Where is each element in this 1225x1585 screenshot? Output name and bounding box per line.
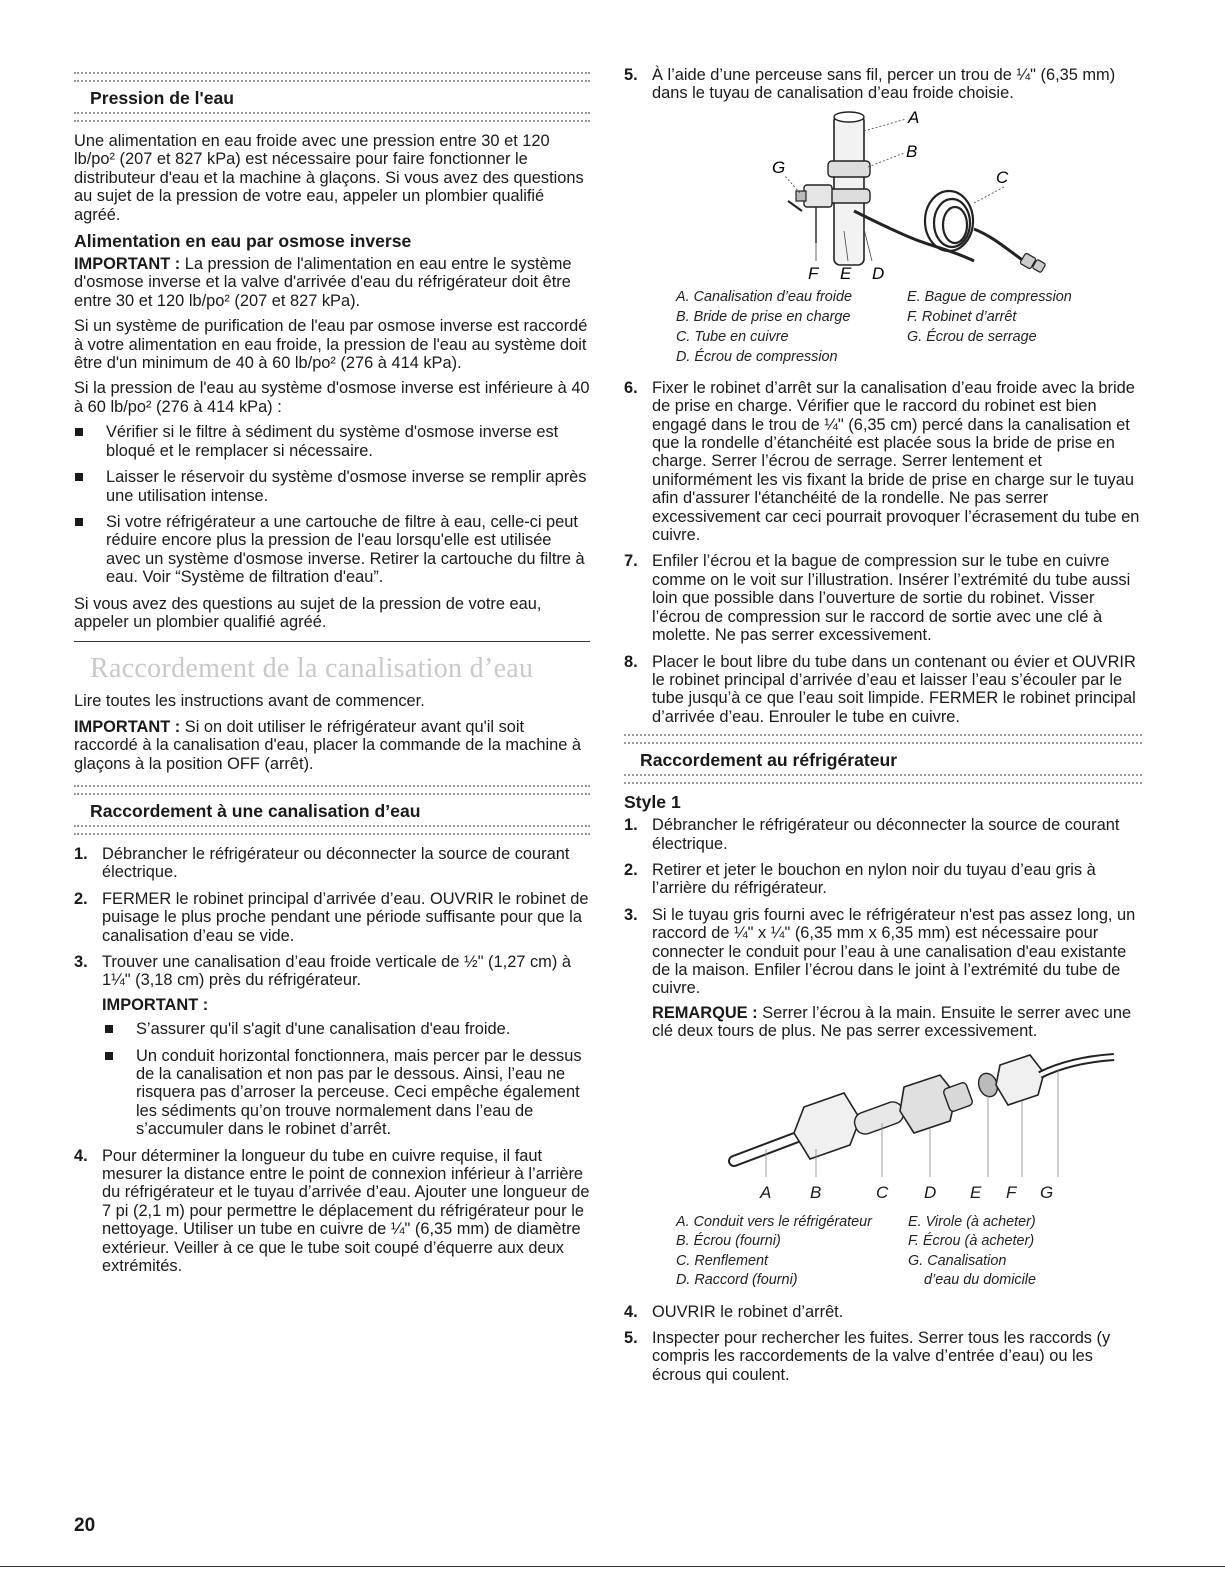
step-text: Débrancher le réfrigérateur ou déconnecter la source de courant électrique. xyxy=(652,816,1120,853)
caption-item: D. Écrou de compression xyxy=(676,348,838,365)
figure-label: F xyxy=(1006,1182,1017,1202)
section-rule xyxy=(74,112,590,122)
step-number: 2. xyxy=(624,860,638,879)
bullet-square-icon xyxy=(75,428,83,436)
step-item xyxy=(624,861,1142,898)
caption-item: F. Écrou (à acheter) xyxy=(908,1233,1035,1250)
osmosis-paragraph: Si vous avez des questions au sujet de la pression de votre eau, appeler un plombier qualifié agréé. xyxy=(74,594,542,631)
bullet-square-icon xyxy=(105,1052,113,1060)
section-title-water-line: Raccordement à une canalisation d’eau xyxy=(90,800,421,821)
step-number: 3. xyxy=(624,905,638,924)
section-rule xyxy=(74,825,590,835)
step-number: 8. xyxy=(624,652,638,671)
figure-label: A xyxy=(908,110,920,127)
osmosis-important xyxy=(74,255,590,310)
step-text: Placer le bout libre du tube dans un contenant ou évier et OUVRIR le robinet principal d’arrivée d’eau et laisser l’eau s’écouler par le tube jusqu’à ce que l’eau soit limpide. FERMER le robinet principal d’arrivée d’eau. Enrouler le tube en cuivre. xyxy=(652,652,1136,726)
remark-label: REMARQUE : xyxy=(652,1003,758,1022)
figure-caption xyxy=(676,287,1142,367)
shutoff-valve-illustration xyxy=(704,111,1124,283)
right-column xyxy=(624,58,1142,1392)
caption-item: C. Tube en cuivre xyxy=(676,328,789,345)
step-number: 5. xyxy=(624,66,638,84)
step-item xyxy=(624,66,1142,103)
section-rule xyxy=(74,72,590,82)
remark-text: Serrer l’écrou à la main. Ensuite le serrer avec une clé deux tours de plus. Ne pas serrer excessivement. xyxy=(652,1003,1132,1041)
bullet-text: Vérifier si le filtre à sédiment du système d'osmose inverse est bloqué et le remplacer si nécessaire. xyxy=(106,423,559,460)
fittings-illustration xyxy=(704,1049,1124,1191)
caption-item: C. Renflement xyxy=(676,1252,768,1269)
bullet-square-icon xyxy=(75,473,83,481)
step-text: Fixer le robinet d’arrêt sur la canalisation d’eau froide avec la bride de prise en charge. Vérifier que le raccord du robinet est bien engagé dans le trou de ¼" (6,35 cm) percé dans la canalisation et que la rondelle d’étanchéité est placée sous la bride de prise en charge. Serrer l’écrou de serrage. Serrer lentement et uniformément les vis fixant la bride de prise en charge sur le tuyau afin d'assurer l'étanchéité de la rondelle. Ne pas serrer excessivement car ceci pourrait provoquer l’écrasement du tube en cuivre. xyxy=(652,378,1140,545)
section-rule xyxy=(74,785,590,795)
caption-item: F. Robinet d’arrêt xyxy=(907,308,1017,325)
figure-label: B xyxy=(810,1182,822,1202)
step-text: Si le tuyau gris fourni avec le réfrigérateur n'est pas assez long, un raccord de ¼" x ¼" (6,35 mm x 6,35 mm) est nécessaire pour connecter le conduit pour l’eau à une canalisation d'eau existante de la maison. Enfiler l’écrou dans le joint à l’extrémité du tube de cuivre. xyxy=(652,905,1136,998)
important-label: IMPORTANT : xyxy=(74,255,181,274)
subsection-title-osmosis: Alimentation en eau par osmose inverse xyxy=(74,231,412,252)
step-number: 3. xyxy=(74,953,88,971)
page-bottom-rule xyxy=(0,1566,1225,1567)
caption-column xyxy=(676,287,901,367)
step-text: À l’aide d’une perceuse sans fil, percer un trou de ¼" (6,35 mm) dans le tuyau de canalisation d’eau froide choisie. xyxy=(652,66,1116,103)
step-text: Retirer et jeter le bouchon en nylon noir du tuyau d’eau gris à l’arrière du réfrigérateur. xyxy=(652,860,1096,898)
step-text: Trouver une canalisation d’eau froide verticale de ½" (1,27 cm) à 1¼" (3,18 cm) près du réfrigérateur. xyxy=(102,953,571,990)
style-title: Style 1 xyxy=(624,792,681,813)
figure-label: C xyxy=(876,1182,889,1202)
figure-label: C xyxy=(996,167,1009,187)
bullet-item xyxy=(74,468,590,505)
caption-item: E. Virole (à acheter) xyxy=(908,1213,1036,1230)
step-item xyxy=(74,953,590,1139)
figure-label: G xyxy=(1040,1182,1054,1202)
step-item xyxy=(624,906,1142,1041)
chapter-title: Raccordement de la canalisation d’eau xyxy=(90,653,534,685)
figure-letter-row xyxy=(704,1183,1142,1205)
step-item xyxy=(624,816,1142,853)
bullet-item xyxy=(74,513,590,587)
page-number: 20 xyxy=(74,1515,96,1536)
step-number: 5. xyxy=(624,1329,638,1347)
figure-label: D xyxy=(924,1182,937,1202)
step-text: OUVRIR le robinet d’arrêt. xyxy=(652,1302,844,1321)
step-number: 1. xyxy=(624,816,638,835)
step-text: Pour déterminer la longueur du tube en cuivre requise, il faut mesurer la distance entre le point de connexion inférieur à l’arrière du réfrigérateur et le tuyau d’arrivée d’eau. Ajouter une longueur de 7 pi (2,1 m) pour permettre le déplacement du réfrigérateur pour le nettoyage. Utiliser un tube en cuivre de ¼" (6,35 mm) de diamètre extérieur. Veiller à ce que le tube soit coupé d’équerre aux deux extrémités. xyxy=(102,1146,590,1276)
bullet-text: S’assurer qu'il s'agit d'une canalisation d'eau froide. xyxy=(136,1020,511,1039)
connect-intro: Lire toutes les instructions avant de commencer. xyxy=(74,692,425,711)
step-number: 4. xyxy=(624,1302,638,1321)
left-column xyxy=(74,58,590,1284)
connect-important xyxy=(74,718,590,773)
figure-caption xyxy=(676,1213,1142,1291)
pressure-body: Une alimentation en eau froide avec une pression entre 30 et 120 lb/po² (207 et 827 kPa) est nécessaire pour faire fonctionner le distributeur d'eau et la machine à glaçons. Si vous avez des questions au sujet de la pression de votre eau, appeler un plombier qualifié agréé. xyxy=(74,132,584,224)
section-title-fridge: Raccordement au réfrigérateur xyxy=(640,750,898,771)
step-item xyxy=(624,1303,1142,1321)
bullet-text: Laisser le réservoir du système d'osmose inverse se remplir après une utilisation intense. xyxy=(106,468,587,505)
bullet-text: Si votre réfrigérateur a une cartouche de filtre à eau, celle-ci peut réduire encore plus la pression de l'eau lorsqu'elle est utilisée avec un système d'osmose inverse. Retirer la cartouche du filtre à eau. Voir “Système de filtration d'eau”. xyxy=(106,512,585,587)
figure-label: F xyxy=(808,263,819,283)
step-item xyxy=(624,379,1142,545)
step-number: 7. xyxy=(624,552,638,571)
osmosis-paragraph: Si la pression de l'eau au système d'osmose inverse est inférieure à 40 à 60 lb/po² (276 à 414 kPa) : xyxy=(74,379,590,416)
caption-column xyxy=(676,1213,902,1291)
caption-item: G. Canalisation xyxy=(908,1252,1007,1269)
step-text: Inspecter pour rechercher les fuites. Serrer tous les raccords (y compris les raccordements de la valve d’entrée d’eau) ou les écrous qui coulent. xyxy=(652,1329,1111,1384)
figure-label: G xyxy=(772,157,786,177)
caption-item: A. Conduit vers le réfrigérateur xyxy=(676,1213,872,1230)
caption-column xyxy=(907,287,1127,367)
caption-item: d’eau du domicile xyxy=(924,1272,1036,1289)
caption-item: B. Écrou (fourni) xyxy=(676,1233,781,1250)
step-text: Enfiler l’écrou et la bague de compression sur le tube en cuivre comme on le voit sur l’illustration. Insérer l’extrémité du tube aussi loin que possible dans l’ouverture de sortie du robinet. Visser l’écrou de compression sur le raccord de sortie avec une clé à molette. Ne pas serrer excessivement. xyxy=(652,552,1131,645)
caption-item: E. Bague de compression xyxy=(907,288,1072,305)
figure-label: D xyxy=(872,263,885,283)
step-number: 2. xyxy=(74,889,88,908)
important-text: Si on doit utiliser le réfrigérateur avant qu'il soit raccordé à la canalisation d'eau, placer la commande de la machine à glaçons à la position OFF (arrêt). xyxy=(74,717,581,773)
important-text: La pression de l'alimentation en eau entre le système d'osmose inverse et la valve d'arrivée d'eau du réfrigérateur doit être entre 30 et 120 lb/po² (207 et 827 kPa). xyxy=(74,255,572,310)
step-number: 6. xyxy=(624,378,638,397)
figure-label: E xyxy=(840,263,852,283)
bullet-item xyxy=(104,1020,590,1038)
step-item xyxy=(624,552,1142,644)
section-divider xyxy=(74,641,590,642)
step-number: 1. xyxy=(74,844,88,863)
remark xyxy=(652,1004,1142,1041)
bullet-square-icon xyxy=(105,1025,113,1033)
figure-label: E xyxy=(970,1182,982,1202)
bullet-item xyxy=(104,1047,590,1139)
step-item xyxy=(624,1329,1142,1384)
step-number: 4. xyxy=(74,1146,88,1165)
section-rule xyxy=(624,774,1142,784)
section-title-pressure: Pression de l'eau xyxy=(90,88,235,108)
osmosis-paragraph: Si un système de purification de l'eau par osmose inverse est raccordé à votre alimentation en eau froide, la pression de l'eau au système doit être d'un minimum de 40 à 60 lb/po² (276 à 414 kPa). xyxy=(74,317,588,373)
caption-item: G. Écrou de serrage xyxy=(907,328,1037,345)
bullet-text: Un conduit horizontal fonctionnera, mais percer par le dessus de la canalisation et non pas par le dessous. Ainsi, l’eau ne risquera pas d’arroser la perceuse. Ceci empêche également les sédiments qu’on trouve normalement dans l’eau de s’accumuler dans le robinet d’arrêt. xyxy=(136,1046,582,1139)
important-label: IMPORTANT : xyxy=(74,717,181,736)
caption-item: B. Bride de prise en charge xyxy=(676,308,851,325)
step-text: FERMER le robinet principal d’arrivée d’eau. OUVRIR le robinet de puisage le plus proche pendant une période suffisante pour que la canalisation d’eau se vide. xyxy=(102,889,589,945)
caption-item: D. Raccord (fourni) xyxy=(676,1272,798,1289)
section-rule xyxy=(624,734,1142,744)
bullet-square-icon xyxy=(75,518,83,526)
bullet-item xyxy=(74,423,590,460)
step-item xyxy=(74,1147,590,1276)
step-item xyxy=(624,653,1142,727)
figure-label: B xyxy=(906,141,918,161)
step-item xyxy=(74,890,590,945)
important-label: IMPORTANT : xyxy=(102,995,209,1014)
step-item xyxy=(74,845,590,882)
figure-label: A xyxy=(760,1182,772,1202)
caption-column xyxy=(908,1213,1128,1291)
step-text: Débrancher le réfrigérateur ou déconnecter la source de courant électrique. xyxy=(102,844,570,882)
caption-item: A. Canalisation d’eau froide xyxy=(676,288,852,305)
